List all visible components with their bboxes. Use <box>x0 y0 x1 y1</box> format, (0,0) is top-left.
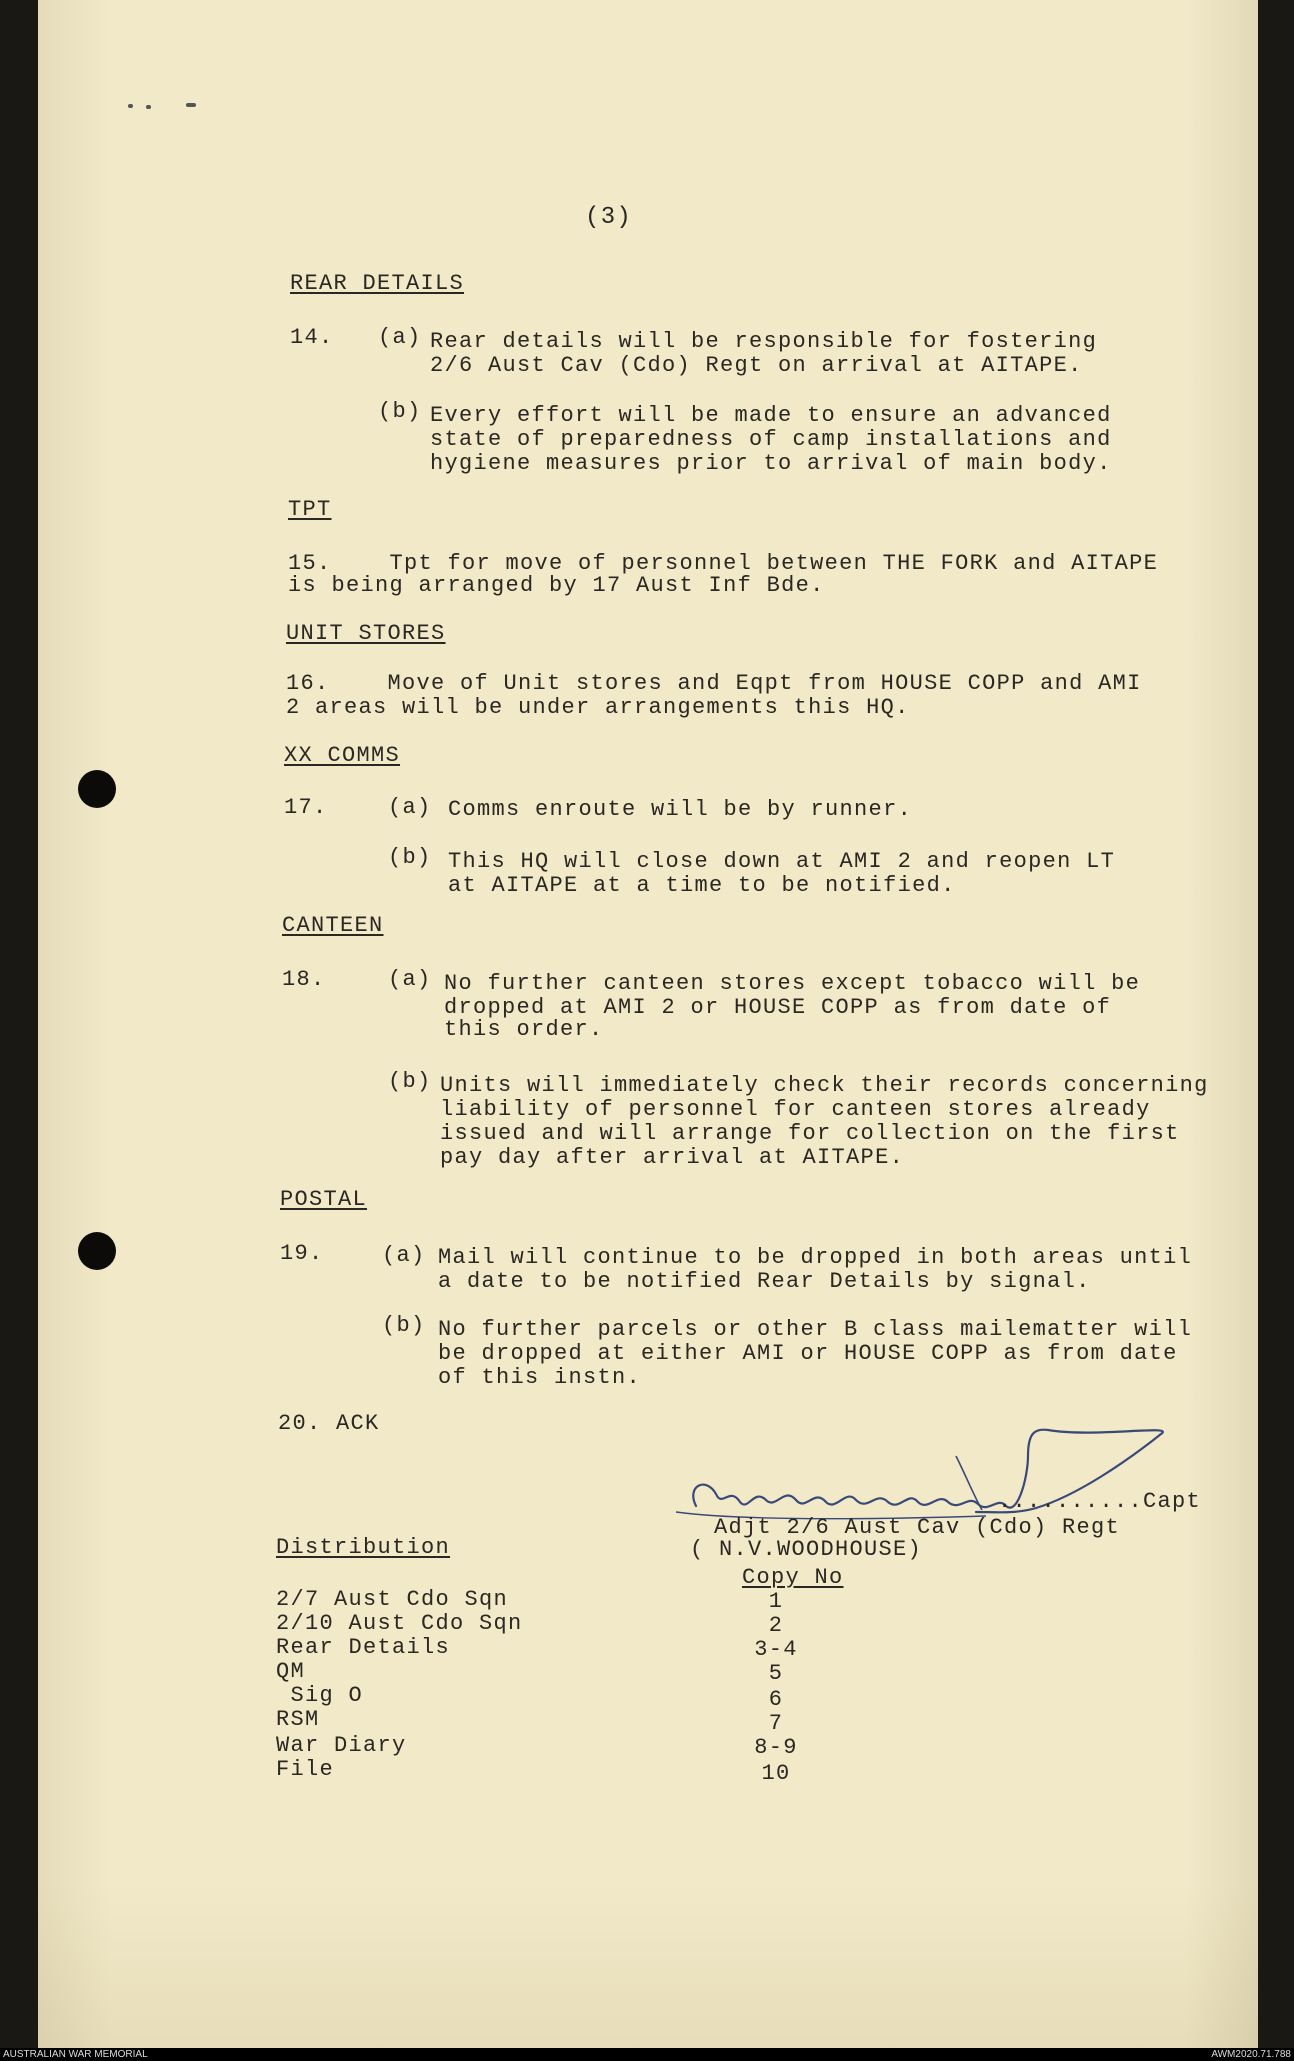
text-line: 2/6 Aust Cav (Cdo) Regt on arrival at AITAPE. <box>430 353 1083 378</box>
distribution-row-name: Sig O <box>276 1683 364 1708</box>
distribution-row-copy: 5 <box>768 1661 784 1686</box>
signature-name: ( N.V.WOODHOUSE) <box>690 1537 923 1562</box>
footer-accession-number: AWM2020.71.788 <box>1211 2049 1291 2060</box>
heading-tpt: TPT <box>288 497 332 522</box>
text-line: No further parcels or other B class mailematter will <box>438 1317 1193 1342</box>
text-line: No further canteen stores except tobacco will be <box>444 971 1141 996</box>
distribution-row-name: 2/10 Aust Cdo Sqn <box>276 1611 523 1636</box>
text-line: a date to be notified Rear Details by signal. <box>438 1269 1091 1294</box>
text-line: liability of personnel for canteen stores already <box>440 1097 1151 1122</box>
text-line: 2 areas will be under arrangements this HQ. <box>286 695 910 720</box>
para-number-18: 18. <box>282 967 326 992</box>
ink-mark <box>128 104 133 108</box>
para-ack: 20. ACK <box>278 1411 380 1436</box>
sub-label-a: (a) <box>378 325 422 350</box>
distribution-row-copy: 7 <box>768 1711 784 1736</box>
signature-title: Adjt 2/6 Aust Cav (Cdo) Regt <box>714 1515 1121 1540</box>
copy-no-heading: Copy No <box>742 1565 844 1590</box>
heading-postal: POSTAL <box>280 1187 368 1212</box>
distribution-row-name: Rear Details <box>276 1635 451 1660</box>
distribution-row-name: RSM <box>276 1707 320 1732</box>
sub-label-b: (b) <box>382 1313 426 1338</box>
heading-comms: XX COMMS <box>284 743 401 768</box>
sub-label-a: (a) <box>388 967 432 992</box>
text-line: state of preparedness of camp installations and <box>430 427 1112 452</box>
ink-mark <box>186 103 196 107</box>
text-line: be dropped at either AMI or HOUSE COPP as from date <box>438 1341 1178 1366</box>
page-number: (3) <box>585 204 633 231</box>
heading-rear-details: REAR DETAILS <box>290 271 465 296</box>
archive-footer <box>0 2048 1294 2061</box>
heading-unit-stores: UNIT STORES <box>286 621 446 646</box>
distribution-row-name: File <box>276 1757 335 1782</box>
footer-institution: AUSTRALIAN WAR MEMORIAL <box>3 2049 148 2060</box>
text-line: Comms enroute will be by runner. <box>448 797 913 822</box>
text-line: hygiene measures prior to arrival of main body. <box>430 451 1112 476</box>
text-line: Units will immediately check their records concerning <box>440 1073 1209 1098</box>
distribution-row-copy: 8-9 <box>754 1735 798 1760</box>
text-line: this order. <box>444 1017 604 1042</box>
distribution-row-name: 2/7 Aust Cdo Sqn <box>276 1587 509 1612</box>
distribution-row-copy: 10 <box>761 1761 791 1786</box>
document-page <box>38 0 1258 2048</box>
signature-dots-capt: ..........Capt <box>998 1489 1202 1514</box>
sub-label-a: (a) <box>388 795 432 820</box>
para-number-17: 17. <box>284 795 328 820</box>
text-line: pay day after arrival at AITAPE. <box>440 1145 905 1170</box>
text-line: 15. Tpt for move of personnel between THE FORK and AITAPE <box>288 551 1159 576</box>
heading-canteen: CANTEEN <box>282 913 384 938</box>
text-line: is being arranged by 17 Aust Inf Bde. <box>288 573 825 598</box>
distribution-row-name: QM <box>276 1659 306 1684</box>
para-number-19: 19. <box>280 1241 324 1266</box>
punch-hole <box>78 770 116 808</box>
text-line: of this instn. <box>438 1365 642 1390</box>
text-line: issued and will arrange for collection on the first <box>440 1121 1180 1146</box>
sub-label-a: (a) <box>382 1243 426 1268</box>
distribution-row-copy: 3-4 <box>754 1637 798 1662</box>
text-line: Every effort will be made to ensure an advanced <box>430 403 1112 428</box>
text-line: Rear details will be responsible for fostering <box>430 329 1098 354</box>
distribution-row-name: War Diary <box>276 1733 407 1758</box>
sub-label-b: (b) <box>388 845 432 870</box>
text-line: dropped at AMI 2 or HOUSE COPP as from date of <box>444 995 1112 1020</box>
text-line: 16. Move of Unit stores and Eqpt from HOUSE COPP and AMI <box>286 671 1142 696</box>
text-line: Mail will continue to be dropped in both areas until <box>438 1245 1193 1270</box>
text-line: This HQ will close down at AMI 2 and reopen LT <box>448 849 1116 874</box>
para-number-14: 14. <box>290 325 334 350</box>
ink-mark <box>146 105 151 109</box>
distribution-heading: Distribution <box>276 1535 451 1560</box>
punch-hole <box>78 1232 116 1270</box>
distribution-row-copy: 1 <box>768 1589 784 1614</box>
distribution-row-copy: 2 <box>768 1613 784 1638</box>
sub-label-b: (b) <box>378 399 422 424</box>
distribution-row-copy: 6 <box>768 1687 784 1712</box>
text-line: at AITAPE at a time to be notified. <box>448 873 956 898</box>
sub-label-b: (b) <box>388 1069 432 1094</box>
